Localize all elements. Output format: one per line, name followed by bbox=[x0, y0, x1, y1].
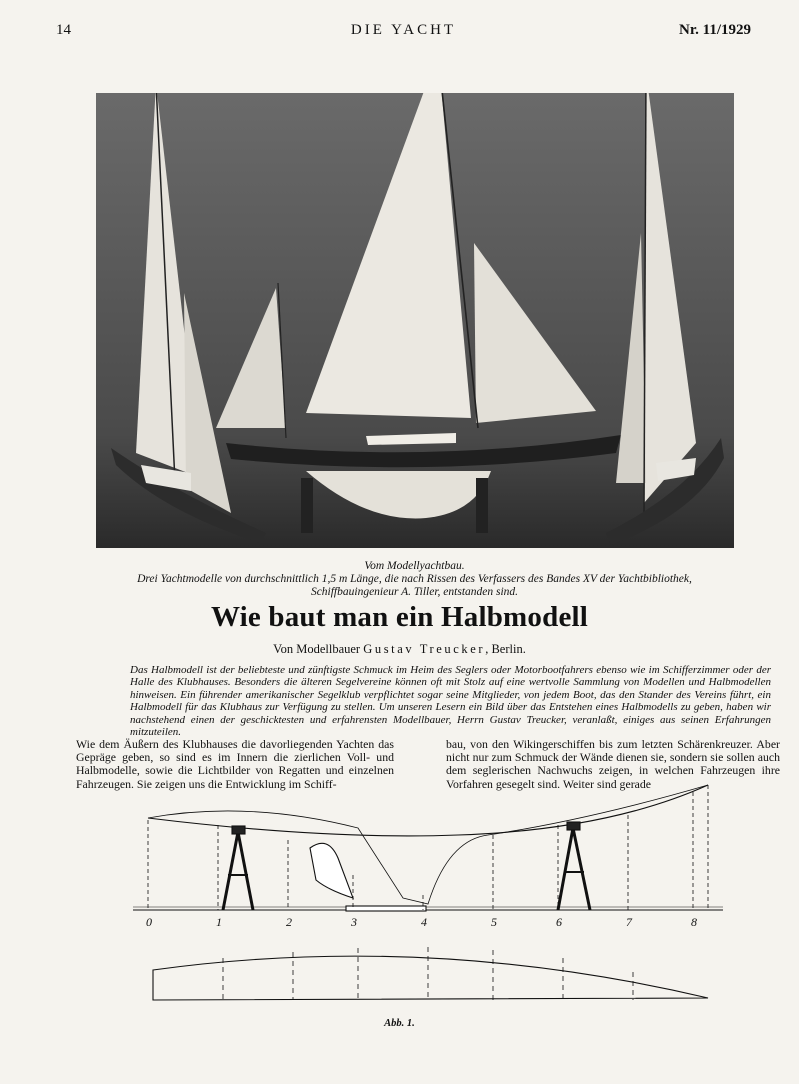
caption-line-3: Schiffbauingenieur A. Tiller, entstanden sind. bbox=[310, 586, 519, 598]
station-label-2: 2 bbox=[286, 915, 292, 929]
caption-line-1: Vom Modellyachtbau. bbox=[364, 560, 465, 572]
byline-prefix: Von Modellbauer bbox=[273, 642, 361, 656]
body-column-left: Wie dem Äußern des Klubhauses die davorliegenden Yachten das Gepräge geben, so sind es im Innern die zierlichen Voll- und Halbmodelle, sowie die Lichtbilder von Regatten und einzelnen Fahrzeugen. Sie zeigen uns die Entwicklung im Schiff- bbox=[76, 737, 394, 791]
issue-number: Nr. 11/1929 bbox=[679, 22, 751, 38]
byline bbox=[0, 642, 799, 657]
page-number: 14 bbox=[56, 22, 71, 38]
station-labels bbox=[146, 915, 697, 929]
base-block bbox=[346, 906, 426, 911]
model-yachts-photo bbox=[96, 93, 734, 548]
hull-profile bbox=[148, 785, 708, 904]
byline-suffix: , Berlin. bbox=[485, 642, 526, 656]
station-label-6: 6 bbox=[556, 915, 562, 929]
halfmodel-construction-drawing bbox=[128, 780, 728, 1030]
right-stand bbox=[558, 822, 590, 910]
station-lines bbox=[148, 785, 708, 910]
plan-station-lines bbox=[223, 947, 633, 1000]
station-label-7: 7 bbox=[626, 915, 632, 929]
article-intro: Das Halbmodell ist der beliebteste und zünftigste Schmuck im Heim des Seglers oder Motorbootfahrers ebenso wie im Schifferzimmer oder der Halle des Klubhauses. Besonders die älteren Segelvereine können oft mit Stolz auf eine wertvolle Sammlung von Modellen und Halbmodellen hinweisen. Ein führender amerikanischer Segelklub verpflichtet sogar seine Mitglieder, von jedem Boot, das den Stander des Vereins führt, ein Halbmodell für das Klubhaus zur Verfügung zu stellen. Um unseren Lesern ein Bild über das Entstehen eines Halbmodells zu geben, haben wir nachstehend einen der geschicktesten und erfahrensten Modellbauer, Herrn Gustav Treucker, veranlaßt, einiges aus seinen Erfahrungen mitzuteilen. bbox=[130, 664, 771, 739]
plan-view-outline bbox=[153, 956, 708, 1000]
station-label-3: 3 bbox=[351, 915, 357, 929]
station-label-1: 1 bbox=[216, 915, 222, 929]
author-name: Gustav Treucker bbox=[363, 642, 486, 656]
figure-label: Abb. 1. bbox=[384, 1018, 415, 1029]
station-label-5: 5 bbox=[491, 915, 497, 929]
station-label-8: 8 bbox=[691, 915, 697, 929]
body-column-right: bau, von den Wikingerschiffen bis zum letzten Schärenkreuzer. Aber nicht nur zum Schmuck der Wände dienen sie, sondern sie sollen auch dem seglerischen Nachwuchs zeigen, in welchen Fahrzeugen ihre Vorfahren gesegelt sind. Weiter sind gerade bbox=[446, 737, 780, 791]
station-label-4: 4 bbox=[421, 915, 427, 929]
caption-line-2: Drei Yachtmodelle von durchschnittlich 1,5 m Länge, die nach Rissen des Verfassers des Bandes XV der Yachtbibliothek, bbox=[137, 573, 692, 585]
journal-title: DIE YACHT bbox=[350, 22, 457, 38]
fin-keel bbox=[310, 843, 353, 898]
photo-caption bbox=[70, 560, 759, 599]
left-stand bbox=[223, 826, 253, 910]
station-label-0: 0 bbox=[146, 915, 152, 929]
article-title: Wie baut man ein Halbmodell bbox=[210, 601, 589, 633]
page-header bbox=[56, 22, 751, 44]
